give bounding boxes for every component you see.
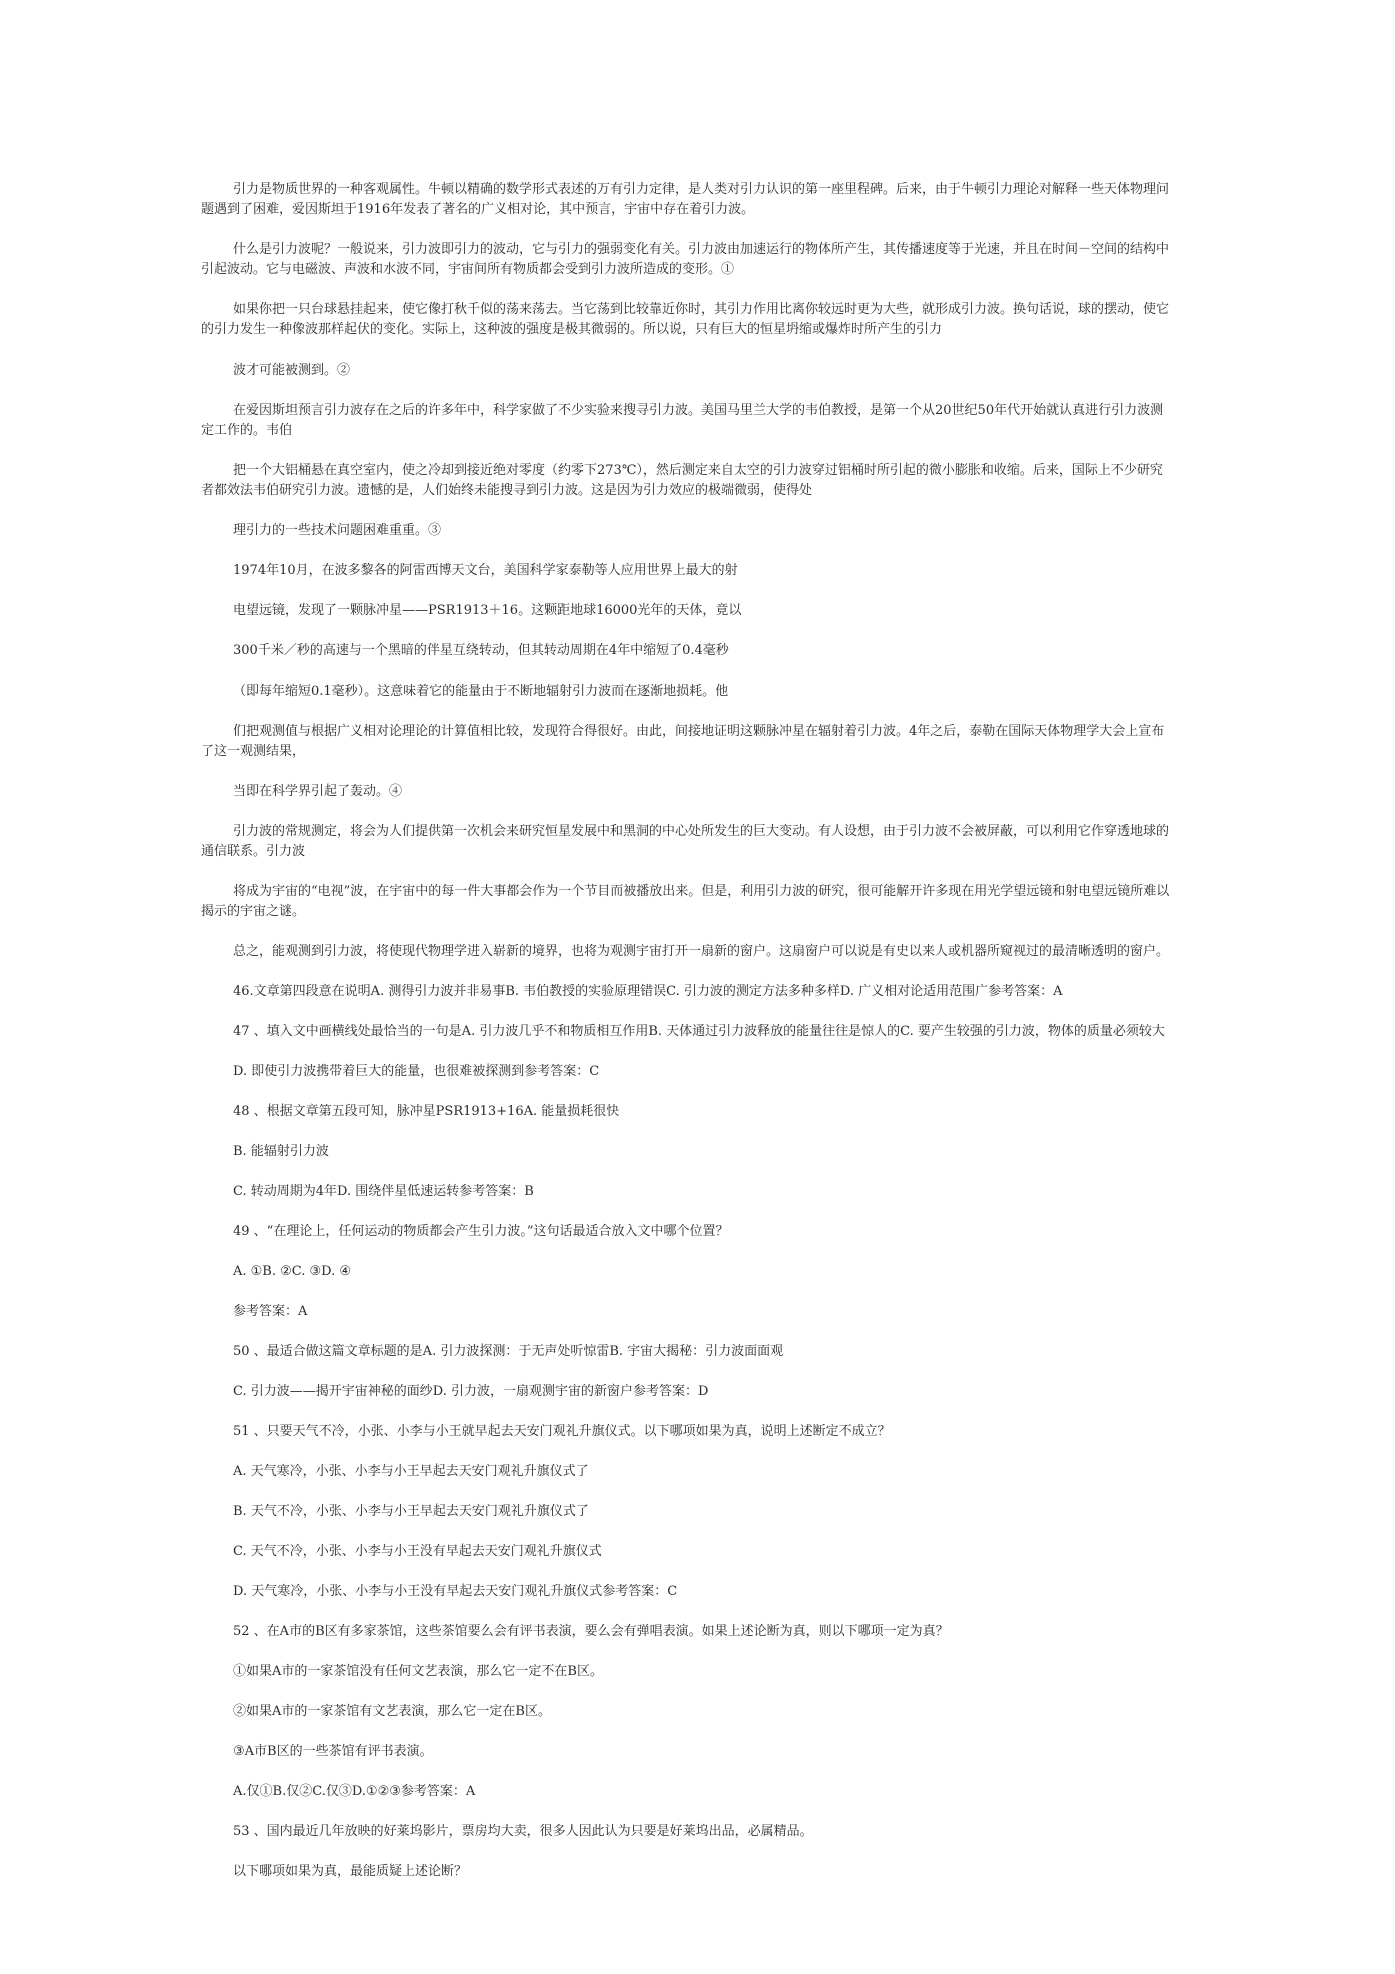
paragraph: 300千米／秒的高速与一个黑暗的伴星互绕转动，但其转动周期在4年中缩短了0.4毫秒 (233, 643, 729, 658)
question-53: 53 、国内最近几年放映的好莱坞影片，票房均大卖，很多人因此认为只要是好莱坞出品，必属精品。 (233, 1824, 813, 1839)
paragraph: D. 即使引力波携带着巨大的能量，也很难被探测到参考答案：C (233, 1064, 600, 1079)
paragraph: D. 天气寒冷，小张、小李与小王没有早起去天安门观礼升旗仪式参考答案：C (233, 1584, 678, 1599)
paragraph: （即每年缩短0.1毫秒）。这意味着它的能量由于不断地辐射引力波而在逐渐地损耗。他 (233, 684, 729, 699)
paragraph: A. ①B. ②C. ③D. ④ (233, 1264, 352, 1279)
paragraph: ①如果A市的一家茶馆没有任何文艺表演，那么它一定不在B区。 (233, 1664, 603, 1679)
paragraph: 总之，能观测到引力波，将使现代物理学进入崭新的境界，也将为观测宇宙打开一扇新的窗户。这扇窗户可以说是有史以来人或机器所窥视过的最清晰透明的窗户。 (233, 944, 1170, 959)
paragraph: ②如果A市的一家茶馆有文艺表演，那么它一定在B区。 (233, 1704, 551, 1719)
paragraph: 参考答案：A (233, 1304, 308, 1319)
paragraph: B. 能辐射引力波 (233, 1144, 329, 1159)
paragraph: 在爱因斯坦预言引力波存在之后的许多年中，科学家做了不少实验来搜寻引力波。美国马里兰大学的韦伯教授，是第一个从20世纪50年代开始就认真进行引力波测定工作的。韦伯 (201, 403, 1164, 438)
paragraph: B. 天气不冷，小张、小李与小王早起去天安门观礼升旗仪式了 (233, 1504, 589, 1519)
question-50: 50 、最适合做这篇文章标题的是A. 引力波探测：于无声处听惊雷B. 宇宙大揭秘：引力波面面观 (233, 1344, 784, 1359)
document-body (201, 180, 1174, 1882)
paragraph: C. 天气不冷，小张、小李与小王没有早起去天安门观礼升旗仪式 (233, 1544, 602, 1559)
paragraph: 1974年10月，在波多黎各的阿雷西博天文台，美国科学家泰勒等人应用世界上最大的射 (233, 563, 738, 578)
paragraph: 什么是引力波呢？一般说来，引力波即引力的波动，它与引力的强弱变化有关。引力波由加速运行的物体所产生，其传播速度等于光速，并且在时间－空间的结构中引起波动。它与电磁波、声波和水波不同，宇宙间所有物质都会受到引力波所造成的变形。① (201, 242, 1170, 277)
question-51: 51 、只要天气不冷，小张、小李与小王就早起去天安门观礼升旗仪式。以下哪项如果为真，说明上述断定不成立？ (233, 1424, 891, 1439)
paragraph: 当即在科学界引起了轰动。④ (233, 784, 403, 799)
paragraph: 将成为宇宙的“电视”波，在宇宙中的每一件大事都会作为一个节目而被播放出来。但是，利用引力波的研究，很可能解开许多现在用光学望远镜和射电望远镜所难以揭示的宇宙之谜。 (201, 884, 1170, 919)
paragraph: 们把观测值与根据广义相对论理论的计算值相比较，发现符合得很好。由此，间接地证明这颗脉冲星在辐射着引力波。4年之后，泰勒在国际天体物理学大会上宣布了这一观测结果， (201, 724, 1165, 759)
paragraph: 引力波的常规测定，将会为人们提供第一次机会来研究恒星发展中和黑洞的中心处所发生的巨大变动。有人设想，由于引力波不会被屏蔽，可以利用它作穿透地球的通信联系。引力波 (201, 824, 1170, 859)
paragraph: ③A市B区的一些茶馆有评书表演。 (233, 1744, 433, 1759)
question-49: 49 、“在理论上，任何运动的物质都会产生引力波。”这句话最适合放入文中哪个位置？ (233, 1224, 729, 1239)
paragraph: 以下哪项如果为真，最能质疑上述论断？ (233, 1864, 468, 1879)
paragraph: 电望远镜，发现了一颗脉冲星——PSR1913＋16。这颗距地球16000光年的天体，竟以 (233, 603, 742, 618)
paragraph: 如果你把一只台球悬挂起来，使它像打秋千似的荡来荡去。当它荡到比较靠近你时，其引力作用比离你较远时更为大些，就形成引力波。换句话说，球的摆动，使它的引力发生一种像波那样起伏的变化。实际上，这种波的强度是极其微弱的。所以说，只有巨大的恒星坍缩或爆炸时所产生的引力 (201, 302, 1170, 337)
paragraph: 把一个大铝桶悬在真空室内，使之冷却到接近绝对零度（约零下273℃），然后测定来自太空的引力波穿过铝桶时所引起的微小膨胀和收缩。后来，国际上不少研究者都效法韦伯研究引力波。遗憾的是，人们始终未能搜寻到引力波。这是因为引力效应的极端微弱，使得处 (201, 463, 1163, 498)
question-48: 48 、根据文章第五段可知，脉冲星PSR1913+16A. 能量损耗很快 (233, 1104, 620, 1119)
question-47: 47 、填入文中画横线处最恰当的一句是A. 引力波几乎不和物质相互作用B. 天体通过引力波释放的能量往往是惊人的C. 要产生较强的引力波，物体的质量必须较大 (233, 1024, 1165, 1039)
paragraph: C. 引力波——揭开宇宙神秘的面纱D. 引力波，一扇观测宇宙的新窗户参考答案：D (233, 1384, 709, 1399)
paragraph: A.仅①B.仅②C.仅③D.①②③参考答案：A (233, 1784, 476, 1799)
paragraph: A. 天气寒冷，小张、小李与小王早起去天安门观礼升旗仪式了 (233, 1464, 589, 1479)
paragraph: C. 转动周期为4年D. 围绕伴星低速运转参考答案：B (233, 1184, 534, 1199)
question-46: 46.文章第四段意在说明A. 测得引力波并非易事B. 韦伯教授的实验原理错误C. 引力波的测定方法多种多样D. 广义相对论适用范围广参考答案：A (233, 984, 1063, 999)
paragraph: 波才可能被测到。② (233, 363, 351, 378)
question-52: 52 、在A市的B区有多家茶馆，这些茶馆要么会有评书表演，要么会有弹唱表演。如果上述论断为真，则以下哪项一定为真？ (233, 1624, 949, 1639)
paragraph: 理引力的一些技术问题困难重重。③ (233, 523, 442, 538)
paragraph: 引力是物质世界的一种客观属性。牛顿以精确的数学形式表述的万有引力定律，是人类对引力认识的第一座里程碑。后来，由于牛顿引力理论对解释一些天体物理问题遇到了困难，爱因斯坦于1916年发表了著名的广义相对论，其中预言，宇宙中存在着引力波。 (201, 182, 1170, 217)
